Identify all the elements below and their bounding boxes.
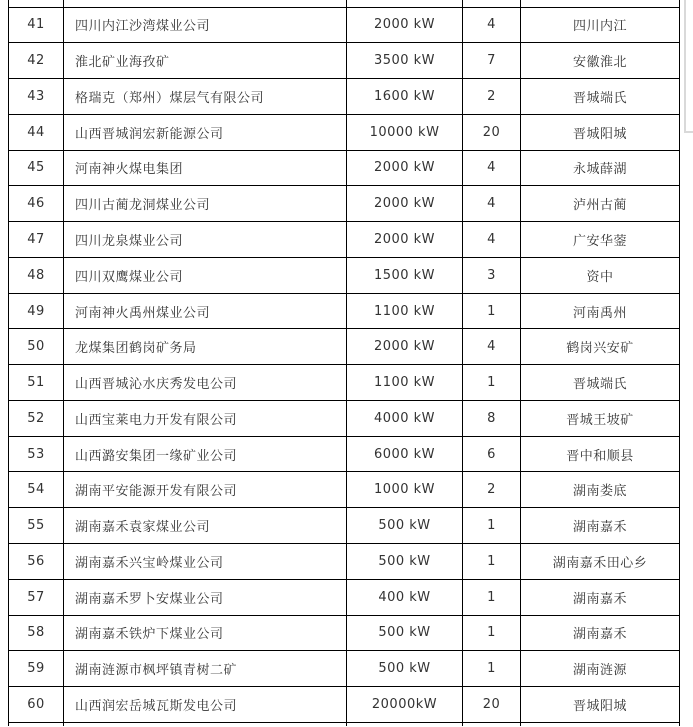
cell-row-number: 41 bbox=[9, 7, 64, 43]
table-row-partial-bottom bbox=[9, 722, 680, 726]
cell-units: 3 bbox=[463, 257, 521, 293]
table-row bbox=[9, 472, 680, 508]
cell-capacity: 500 kW bbox=[347, 508, 463, 544]
cell-row-number: 45 bbox=[9, 150, 64, 186]
cell-capacity: 500 kW bbox=[347, 615, 463, 651]
cell-capacity: 10000 kW bbox=[347, 114, 463, 150]
cell-location: 安徽淮北 bbox=[521, 43, 680, 79]
cell-row-number: 50 bbox=[9, 329, 64, 365]
cell-company: 河南神火禹州煤业公司 bbox=[64, 293, 347, 329]
cell-row-number: 44 bbox=[9, 114, 64, 150]
cell-empty bbox=[463, 0, 521, 7]
cell-capacity: 500 kW bbox=[347, 651, 463, 687]
cell-row-number: 55 bbox=[9, 508, 64, 544]
cell-capacity: 2000 kW bbox=[347, 7, 463, 43]
cell-capacity: 1000 kW bbox=[347, 472, 463, 508]
table-row bbox=[9, 365, 680, 401]
table-row bbox=[9, 222, 680, 258]
cell-empty bbox=[521, 722, 680, 726]
cell-units: 1 bbox=[463, 651, 521, 687]
cell-location: 泸州古蔺 bbox=[521, 186, 680, 222]
table-row bbox=[9, 257, 680, 293]
cell-location: 湖南嘉禾 bbox=[521, 508, 680, 544]
cell-location: 晋城阳城 bbox=[521, 687, 680, 723]
cell-empty bbox=[9, 722, 64, 726]
table-row bbox=[9, 508, 680, 544]
table-row bbox=[9, 687, 680, 723]
cell-row-number: 43 bbox=[9, 79, 64, 115]
table-row bbox=[9, 651, 680, 687]
cell-empty bbox=[9, 0, 64, 7]
cell-row-number: 57 bbox=[9, 579, 64, 615]
cell-location: 鹤岗兴安矿 bbox=[521, 329, 680, 365]
cell-location: 晋中和顺县 bbox=[521, 436, 680, 472]
cell-capacity: 2000 kW bbox=[347, 222, 463, 258]
cell-units: 4 bbox=[463, 329, 521, 365]
table-row bbox=[9, 436, 680, 472]
table-row bbox=[9, 615, 680, 651]
cell-capacity: 1600 kW bbox=[347, 79, 463, 115]
cell-capacity: 1100 kW bbox=[347, 365, 463, 401]
cell-company: 格瑞克（郑州）煤层气有限公司 bbox=[64, 79, 347, 115]
table-row-partial-top bbox=[9, 0, 680, 7]
cell-row-number: 47 bbox=[9, 222, 64, 258]
cell-location: 永城薛湖 bbox=[521, 150, 680, 186]
cell-units: 1 bbox=[463, 508, 521, 544]
cell-units: 20 bbox=[463, 687, 521, 723]
cell-company: 湖南平安能源开发有限公司 bbox=[64, 472, 347, 508]
cell-row-number: 52 bbox=[9, 400, 64, 436]
cell-capacity: 400 kW bbox=[347, 579, 463, 615]
cell-capacity: 2000 kW bbox=[347, 186, 463, 222]
cell-empty bbox=[521, 0, 680, 7]
cell-capacity: 2000 kW bbox=[347, 329, 463, 365]
cell-company: 山西晋城沁水庆秀发电公司 bbox=[64, 365, 347, 401]
cell-location: 晋城端氏 bbox=[521, 79, 680, 115]
cell-units: 20 bbox=[463, 114, 521, 150]
cell-row-number: 49 bbox=[9, 293, 64, 329]
cell-company: 湖南嘉禾兴宝岭煤业公司 bbox=[64, 543, 347, 579]
table-row bbox=[9, 543, 680, 579]
cell-location: 四川内江 bbox=[521, 7, 680, 43]
cell-empty bbox=[64, 0, 347, 7]
cell-capacity: 6000 kW bbox=[347, 436, 463, 472]
cell-capacity: 1100 kW bbox=[347, 293, 463, 329]
cell-location: 湖南娄底 bbox=[521, 472, 680, 508]
table-row bbox=[9, 79, 680, 115]
cell-units: 6 bbox=[463, 436, 521, 472]
cell-location: 湖南涟源 bbox=[521, 651, 680, 687]
cell-company: 龙煤集团鹤岗矿务局 bbox=[64, 329, 347, 365]
table-row bbox=[9, 7, 680, 43]
cell-capacity: 20000kW bbox=[347, 687, 463, 723]
cell-units: 1 bbox=[463, 293, 521, 329]
table-row bbox=[9, 400, 680, 436]
cell-row-number: 60 bbox=[9, 687, 64, 723]
cell-location: 资中 bbox=[521, 257, 680, 293]
table-row bbox=[9, 43, 680, 79]
cell-company: 湖南嘉禾罗卜安煤业公司 bbox=[64, 579, 347, 615]
cell-units: 4 bbox=[463, 7, 521, 43]
cell-units: 1 bbox=[463, 543, 521, 579]
cell-row-number: 53 bbox=[9, 436, 64, 472]
cell-company: 四川双鹰煤业公司 bbox=[64, 257, 347, 293]
cell-capacity: 2000 kW bbox=[347, 150, 463, 186]
cell-units: 4 bbox=[463, 222, 521, 258]
cell-units: 2 bbox=[463, 79, 521, 115]
cell-units: 1 bbox=[463, 615, 521, 651]
cell-location: 河南禹州 bbox=[521, 293, 680, 329]
table-row bbox=[9, 150, 680, 186]
cell-company: 山西润宏岳城瓦斯发电公司 bbox=[64, 687, 347, 723]
cell-company: 湖南嘉禾铁炉下煤业公司 bbox=[64, 615, 347, 651]
cell-company: 山西潞安集团一缘矿业公司 bbox=[64, 436, 347, 472]
cell-company: 湖南涟源市枫坪镇青树二矿 bbox=[64, 651, 347, 687]
cell-units: 1 bbox=[463, 365, 521, 401]
cell-company: 淮北矿业海孜矿 bbox=[64, 43, 347, 79]
cell-capacity: 1500 kW bbox=[347, 257, 463, 293]
cell-capacity: 4000 kW bbox=[347, 400, 463, 436]
cell-empty bbox=[463, 722, 521, 726]
table-row bbox=[9, 329, 680, 365]
cell-row-number: 58 bbox=[9, 615, 64, 651]
cell-row-number: 42 bbox=[9, 43, 64, 79]
companies-table-body bbox=[9, 0, 680, 726]
cell-company: 河南神火煤电集团 bbox=[64, 150, 347, 186]
cell-company: 湖南嘉禾袁家煤业公司 bbox=[64, 508, 347, 544]
cell-location: 晋城阳城 bbox=[521, 114, 680, 150]
cell-location: 湖南嘉禾 bbox=[521, 579, 680, 615]
cell-units: 4 bbox=[463, 150, 521, 186]
cell-location: 广安华蓥 bbox=[521, 222, 680, 258]
cell-location: 湖南嘉禾 bbox=[521, 615, 680, 651]
cell-units: 4 bbox=[463, 186, 521, 222]
table-row bbox=[9, 293, 680, 329]
table-row bbox=[9, 114, 680, 150]
cell-row-number: 56 bbox=[9, 543, 64, 579]
cell-company: 四川内江沙湾煤业公司 bbox=[64, 7, 347, 43]
cell-location: 晋城端氏 bbox=[521, 365, 680, 401]
table-row bbox=[9, 579, 680, 615]
cell-units: 8 bbox=[463, 400, 521, 436]
cell-capacity: 3500 kW bbox=[347, 43, 463, 79]
cell-row-number: 48 bbox=[9, 257, 64, 293]
cell-row-number: 54 bbox=[9, 472, 64, 508]
cell-row-number: 51 bbox=[9, 365, 64, 401]
table-row bbox=[9, 186, 680, 222]
cell-units: 2 bbox=[463, 472, 521, 508]
cell-row-number: 59 bbox=[9, 651, 64, 687]
cell-location: 湖南嘉禾田心乡 bbox=[521, 543, 680, 579]
cell-company: 山西晋城润宏新能源公司 bbox=[64, 114, 347, 150]
companies-table bbox=[8, 0, 680, 726]
cell-capacity: 500 kW bbox=[347, 543, 463, 579]
cell-units: 7 bbox=[463, 43, 521, 79]
cell-location: 晋城王坡矿 bbox=[521, 400, 680, 436]
container-border-corner bbox=[684, 0, 693, 133]
cell-row-number: 46 bbox=[9, 186, 64, 222]
cell-units: 1 bbox=[463, 579, 521, 615]
cell-company: 四川龙泉煤业公司 bbox=[64, 222, 347, 258]
cell-empty bbox=[64, 722, 347, 726]
cell-company: 四川古蔺龙洞煤业公司 bbox=[64, 186, 347, 222]
cell-empty bbox=[347, 0, 463, 7]
cell-company: 山西宝莱电力开发有限公司 bbox=[64, 400, 347, 436]
cell-empty bbox=[347, 722, 463, 726]
